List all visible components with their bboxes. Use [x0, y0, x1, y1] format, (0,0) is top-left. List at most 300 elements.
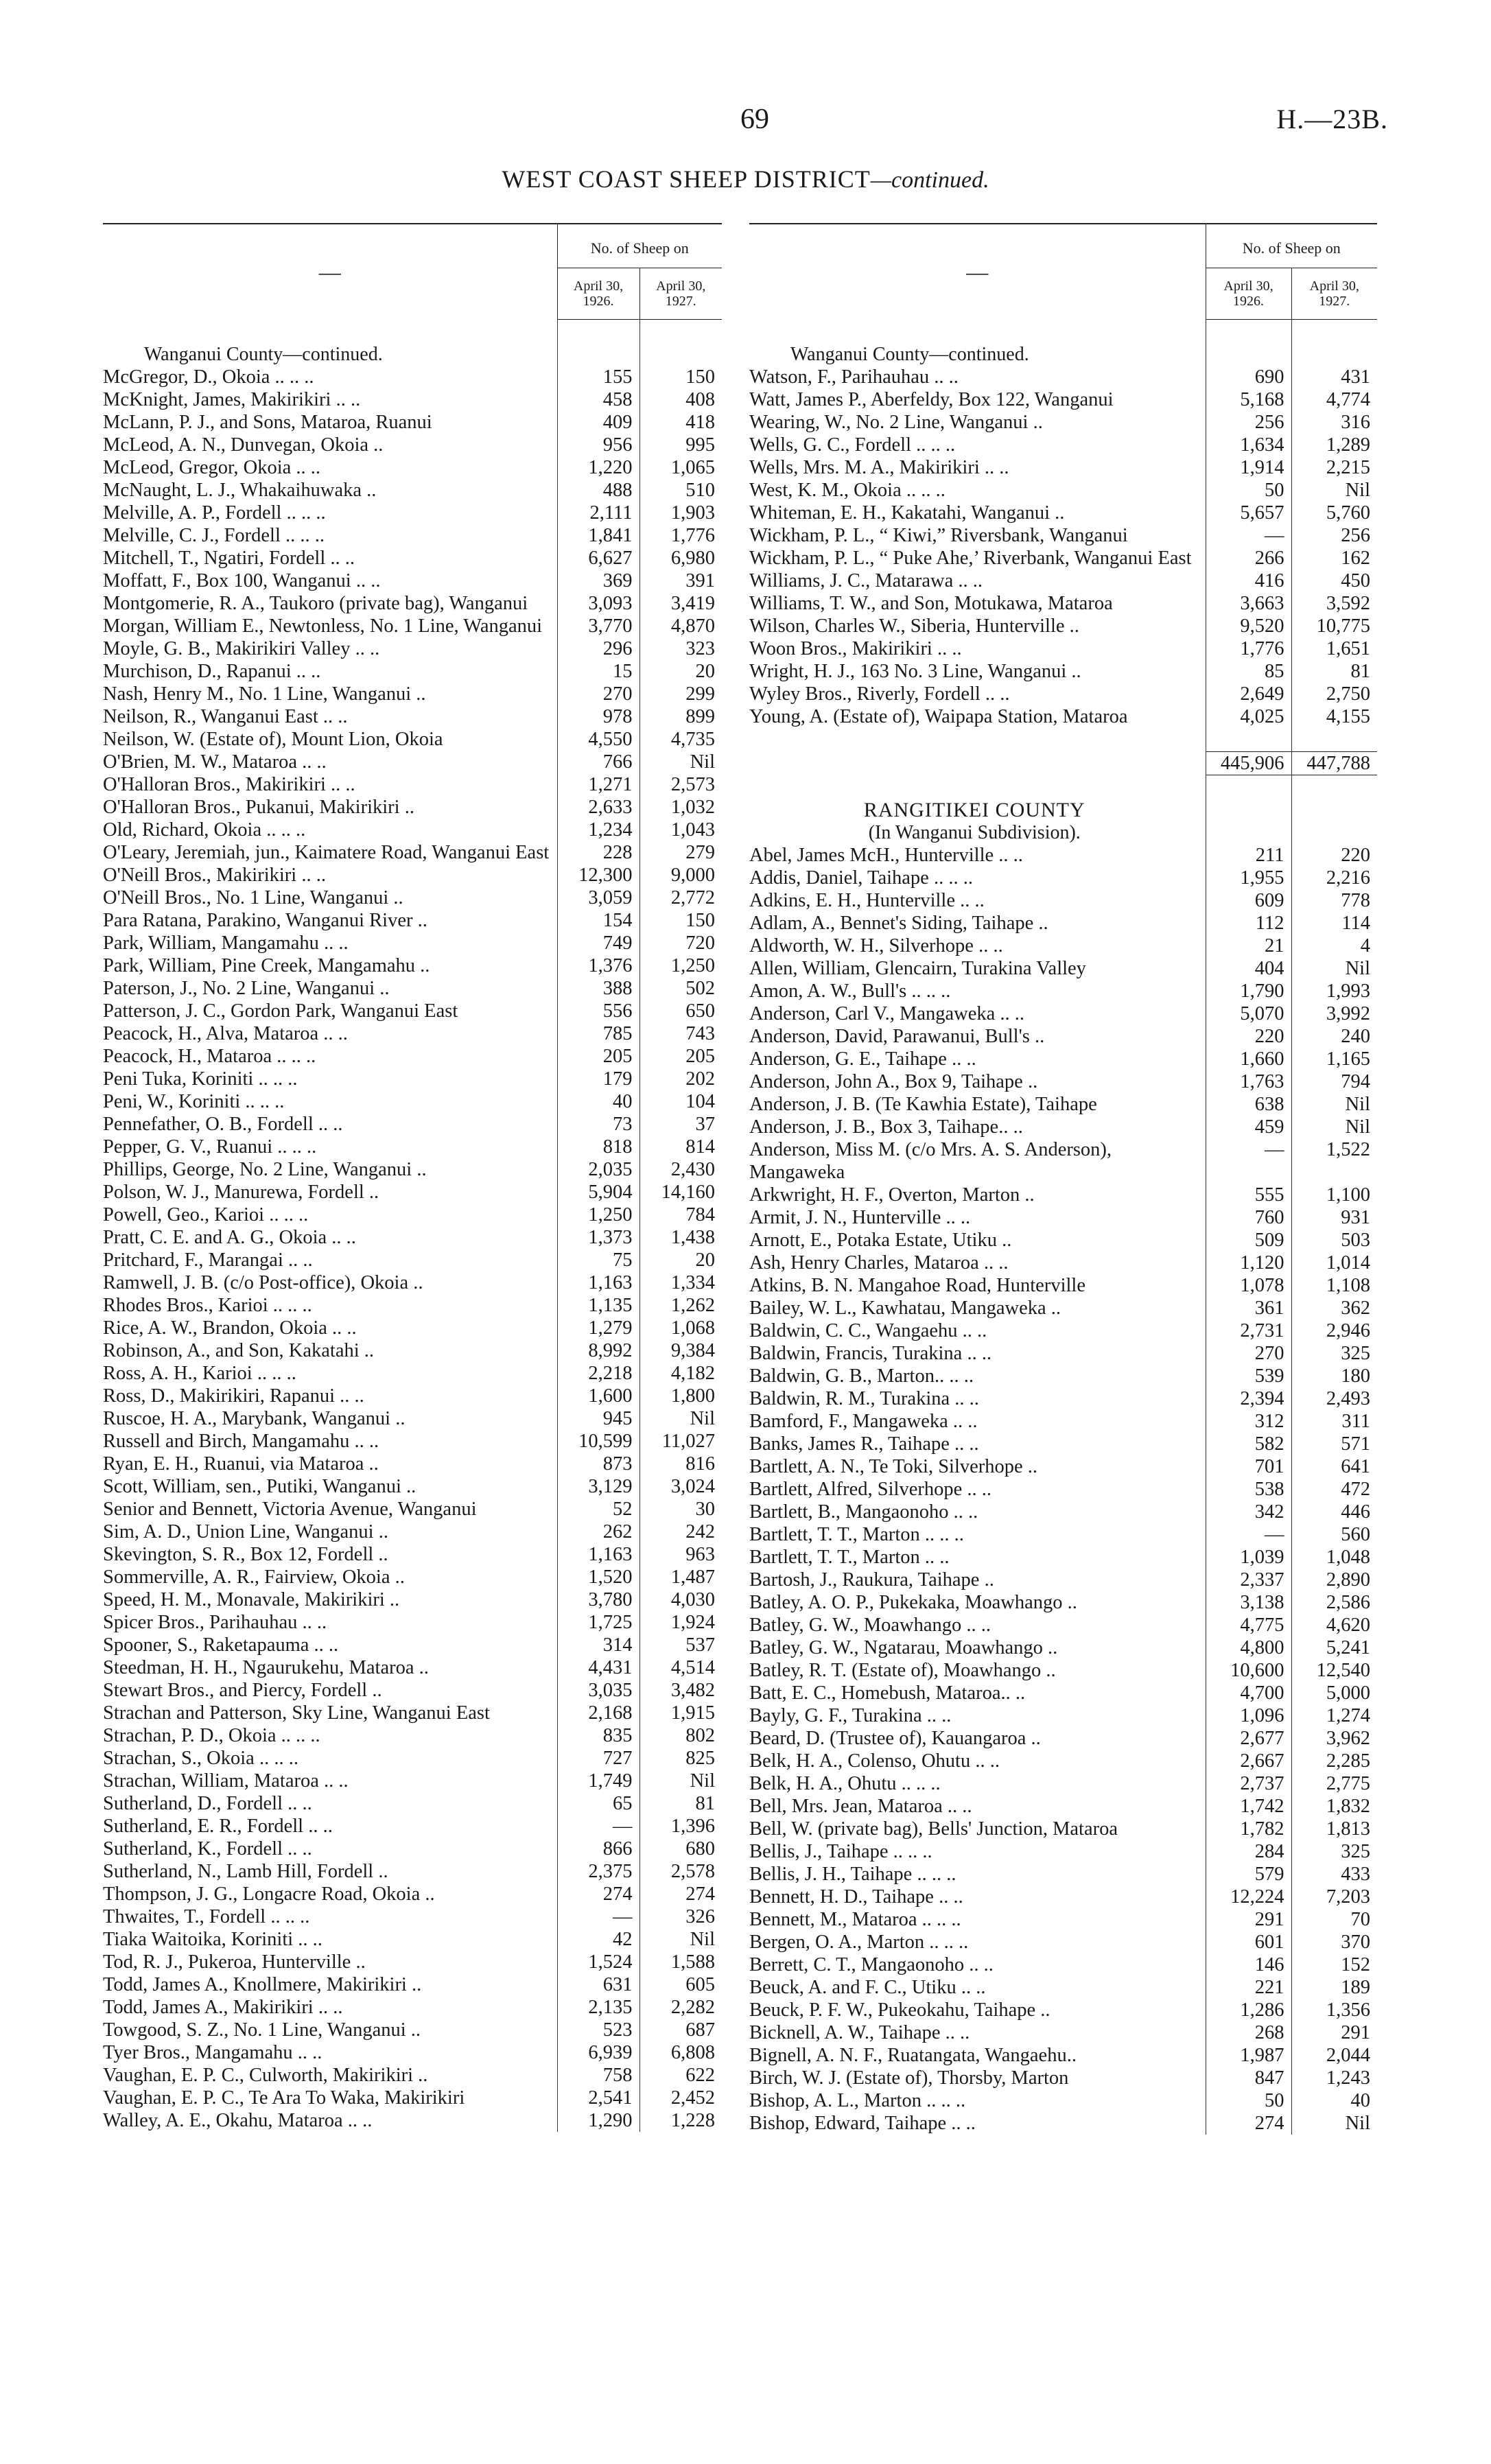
sheep-1927: 1,100 — [1291, 1184, 1377, 1206]
sheep-1927: 931 — [1291, 1206, 1377, 1229]
table-row — [749, 1297, 1377, 1319]
sheep-1926: 1,660 — [1206, 1048, 1291, 1070]
sheep-1926: 9,520 — [1206, 615, 1291, 637]
table-row — [103, 2019, 722, 2041]
spacer-cell — [1206, 775, 1291, 799]
table-row — [103, 1385, 722, 1407]
sheep-1927: Nil — [639, 751, 722, 773]
sheep-1927: 9,384 — [639, 1339, 722, 1362]
owner-name: Murchison, D., Rapanui .. .. — [103, 661, 321, 682]
owner-name: Batley, G. W., Ngatarau, Moawhango .. — [749, 1637, 1058, 1658]
sheep-1926: 1,279 — [557, 1317, 639, 1339]
sheep-1927: 326 — [639, 1905, 722, 1928]
sheep-1926: 1,373 — [557, 1226, 639, 1249]
sheep-1927: 2,775 — [1291, 1772, 1377, 1795]
sheep-1927: Nil — [639, 1770, 722, 1792]
table-row — [749, 1116, 1377, 1138]
sheep-1927: 30 — [639, 1498, 722, 1521]
table-row — [749, 1229, 1377, 1252]
sheep-1927: 510 — [639, 479, 722, 502]
owner-name: Speed, H. M., Monavale, Makirikiri .. — [103, 1589, 400, 1610]
owner-name: Williams, T. W., and Son, Motukawa, Mataroa — [749, 593, 1113, 614]
sheep-1926: 179 — [557, 1068, 639, 1090]
table-row — [103, 1656, 722, 1679]
table-row — [103, 909, 722, 932]
table-row — [749, 2112, 1377, 2135]
owner-name: Todd, James A., Knollmere, Makirikiri .. — [103, 1974, 422, 1995]
table-row — [749, 570, 1377, 592]
table-row — [749, 1002, 1377, 1025]
sheep-1926: 1,163 — [557, 1271, 639, 1294]
table-row — [749, 547, 1377, 570]
owner-name: McNaught, L. J., Whakaihuwaka .. — [103, 480, 377, 501]
owner-name: Russell and Birch, Mangamahu .. .. — [103, 1431, 379, 1452]
table-row — [749, 980, 1377, 1002]
spacer-cell — [749, 320, 1206, 344]
sheep-1927: 20 — [639, 660, 722, 683]
sheep-count-group-header: No. of Sheep on — [557, 224, 722, 268]
sheep-1926: 601 — [1206, 1931, 1291, 1953]
rangitikei-heading-text: RANGITIKEI COUNTY — [863, 799, 1085, 821]
owner-name: Rice, A. W., Brandon, Okoia .. .. — [103, 1317, 357, 1339]
table-row — [103, 683, 722, 705]
owner-name: Baldwin, R. M., Turakina .. .. — [749, 1388, 979, 1409]
sheep-1926: 3,780 — [557, 1588, 639, 1611]
owner-name: Vaughan, E. P. C., Culworth, Makirikiri .. — [103, 2065, 428, 2086]
table-row — [749, 1387, 1377, 1410]
table-row — [749, 1931, 1377, 1953]
owner-name: Towgood, S. Z., No. 1 Line, Wanganui .. — [103, 2019, 421, 2041]
sheep-1927: 274 — [639, 1883, 722, 1905]
owner-name: Pennefather, O. B., Fordell .. .. — [103, 1114, 343, 1135]
table-row — [749, 1342, 1377, 1365]
table-row — [103, 932, 722, 954]
sheep-1927: 2,890 — [1291, 1569, 1377, 1591]
owner-name: Robinson, A., and Son, Kakatahi .. — [103, 1340, 375, 1361]
owner-name: Aldworth, W. H., Silverhope .. .. — [749, 935, 1003, 957]
sheep-1927: 5,760 — [1291, 502, 1377, 524]
table-row — [749, 1659, 1377, 1682]
sheep-1926: 3,129 — [557, 1475, 639, 1498]
sheep-1926: 523 — [557, 2019, 639, 2041]
blank-cell — [639, 343, 722, 366]
sheep-1926: 1,120 — [1206, 1252, 1291, 1274]
table-row — [103, 592, 722, 615]
blank-cell — [1291, 343, 1377, 366]
sheep-1926: 609 — [1206, 889, 1291, 912]
sheep-1926: 12,224 — [1206, 1886, 1291, 1908]
sheep-1927: 20 — [639, 1249, 722, 1271]
owner-name: Beuck, P. F. W., Pukeokahu, Taihape .. — [749, 1999, 1050, 2021]
sheep-1926: 42 — [557, 1928, 639, 1951]
sheep-1926: 579 — [1206, 1863, 1291, 1886]
sheep-1926: 85 — [1206, 660, 1291, 683]
table-row — [103, 705, 722, 728]
owner-name: Moffatt, F., Box 100, Wanganui .. .. — [103, 570, 381, 591]
table-row — [103, 773, 722, 796]
owner-name: Wells, G. C., Fordell .. .. .. — [749, 434, 956, 456]
sheep-1926: 4,700 — [1206, 1682, 1291, 1704]
sheep-1926: 760 — [1206, 1206, 1291, 1229]
owner-name: Neilson, R., Wanganui East .. .. — [103, 706, 348, 727]
table-row — [103, 1317, 722, 1339]
sheep-1926: 4,025 — [1206, 705, 1291, 728]
owner-name: Bell, Mrs. Jean, Mataroa .. .. — [749, 1796, 972, 1817]
table-row — [103, 954, 722, 977]
sheep-1927: 1,776 — [639, 524, 722, 547]
sheep-1927: 6,980 — [639, 547, 722, 570]
sheep-1927: 537 — [639, 1634, 722, 1656]
owner-name: Bartlett, T. T., Marton .. .. .. — [749, 1524, 964, 1545]
table-row — [749, 1591, 1377, 1614]
table-row — [103, 1294, 722, 1317]
blank-cell — [1206, 821, 1291, 844]
sheep-1926: 1,078 — [1206, 1274, 1291, 1297]
table-row — [103, 1996, 722, 2019]
table-row — [749, 1976, 1377, 1999]
table-row — [103, 1113, 722, 1136]
table-row — [749, 957, 1377, 980]
owner-name: Sutherland, N., Lamb Hill, Fordell .. — [103, 1861, 388, 1882]
sheep-1926: 40 — [557, 1090, 639, 1113]
owner-name: Wyley Bros., Riverly, Fordell .. .. — [749, 683, 1010, 705]
owner-name: Sutherland, D., Fordell .. .. — [103, 1793, 312, 1814]
owner-name: McGregor, D., Okoia .. .. .. — [103, 366, 314, 388]
sheep-1926: 2,168 — [557, 1702, 639, 1724]
owner-name: Bartlett, B., Mangaonoho .. .. — [749, 1501, 978, 1523]
table-row — [103, 1905, 722, 1928]
owner-name: Strachan, P. D., Okoia .. .. .. — [103, 1725, 320, 1746]
sheep-1927: 1,396 — [639, 1815, 722, 1838]
table-row — [103, 1883, 722, 1905]
table-row — [749, 524, 1377, 547]
sheep-1927: 242 — [639, 1521, 722, 1543]
table-row — [103, 1702, 722, 1724]
sheep-1927: 2,452 — [639, 2087, 722, 2109]
table-row — [749, 935, 1377, 957]
owner-name: Beard, D. (Trustee of), Kauangaroa .. — [749, 1728, 1041, 1749]
sheep-1927: 1,068 — [639, 1317, 722, 1339]
owner-name: Young, A. (Estate of), Waipapa Station, Mataroa — [749, 706, 1128, 727]
owner-name: Arkwright, H. F., Overton, Marton .. — [749, 1184, 1035, 1206]
owner-name: Watson, F., Parihauhau .. .. — [749, 366, 959, 388]
owner-name: McLann, P. J., and Sons, Mataroa, Ruanui — [103, 412, 432, 433]
sheep-1927: 10,775 — [1291, 615, 1377, 637]
table-row — [749, 1206, 1377, 1229]
owner-name: Powell, Geo., Karioi .. .. .. — [103, 1204, 309, 1225]
sheep-1927: 2,573 — [639, 773, 722, 796]
sheep-1926: 458 — [557, 388, 639, 411]
table-row — [103, 660, 722, 683]
right-table — [749, 223, 1377, 2135]
sheep-1927: 81 — [1291, 660, 1377, 683]
owner-name: O'Brien, M. W., Mataroa .. .. — [103, 751, 327, 773]
sheep-1927: Nil — [1291, 2112, 1377, 2135]
owner-name: Senior and Bennett, Victoria Avenue, Wanganui — [103, 1499, 477, 1520]
owner-name: Sim, A. D., Union Line, Wanganui .. — [103, 1521, 388, 1542]
owner-name: Stewart Bros., and Piercy, Fordell .. — [103, 1680, 382, 1701]
owner-name: Park, William, Pine Creek, Mangamahu .. — [103, 955, 430, 976]
owner-name: Anderson, Carl V., Mangaweka .. .. — [749, 1003, 1025, 1024]
owner-name: Wearing, W., No. 2 Line, Wanganui .. — [749, 412, 1043, 433]
owner-name: McKnight, James, Makirikiri .. .. — [103, 389, 361, 410]
owner-name: Adlam, A., Bennet's Siding, Taihape .. — [749, 913, 1048, 934]
sheep-1926: 4,775 — [1206, 1614, 1291, 1636]
total-1927: 447,788 — [1291, 752, 1377, 775]
owner-name: Anderson, J. B. (Te Kawhia Estate), Taihape — [749, 1094, 1097, 1115]
sheep-1926: 1,955 — [1206, 867, 1291, 889]
owner-name: Rhodes Bros., Karioi .. .. .. — [103, 1295, 312, 1316]
sheep-1926: 50 — [1206, 2089, 1291, 2112]
table-row — [749, 660, 1377, 683]
sheep-1926: 369 — [557, 570, 639, 592]
sheep-1926: 112 — [1206, 912, 1291, 935]
table-row — [103, 1407, 722, 1430]
sheep-1927: 650 — [639, 1000, 722, 1022]
sheep-1927: 6,808 — [639, 2041, 722, 2064]
sheep-1927: 995 — [639, 434, 722, 456]
sheep-1927: 323 — [639, 637, 722, 660]
owner-name: Abel, James McH., Hunterville .. .. — [749, 845, 1023, 866]
sheep-1927: 150 — [639, 366, 722, 388]
sheep-1926: 220 — [1206, 1025, 1291, 1048]
county-heading — [749, 343, 1377, 366]
table-row — [103, 1430, 722, 1453]
sheep-1927: 2,216 — [1291, 867, 1377, 889]
spacer-cell — [749, 728, 1206, 752]
table-row — [749, 1138, 1377, 1184]
table-row — [103, 1747, 722, 1770]
sheep-1926: 2,218 — [557, 1362, 639, 1385]
owner-name: Whiteman, E. H., Kakatahi, Wanganui .. — [749, 502, 1065, 524]
sheep-1926: 758 — [557, 2064, 639, 2087]
sheep-1927: 1,438 — [639, 1226, 722, 1249]
sheep-1926: 4,800 — [1206, 1636, 1291, 1659]
owner-name: Bell, W. (private bag), Bells' Junction, Mataroa — [749, 1818, 1118, 1840]
sheep-1926: 274 — [1206, 2112, 1291, 2135]
sheep-1926: 785 — [557, 1022, 639, 1045]
table-row — [103, 1566, 722, 1588]
sheep-1926: 2,667 — [1206, 1750, 1291, 1772]
owner-name: Sutherland, E. R., Fordell .. .. — [103, 1816, 333, 1837]
sheep-1926: 873 — [557, 1453, 639, 1475]
owner-name: Bishop, Edward, Taihape .. .. — [749, 2113, 976, 2134]
sheep-1927: 362 — [1291, 1297, 1377, 1319]
col-1926-header: April 30, 1926. — [1206, 268, 1291, 320]
owner-name: Wilson, Charles W., Siberia, Hunterville .. — [749, 615, 1079, 637]
table-row — [103, 1204, 722, 1226]
table-row — [749, 1070, 1377, 1093]
sheep-1927: 1,522 — [1291, 1138, 1377, 1184]
owner-name: McLeod, A. N., Dunvegan, Okoia .. — [103, 434, 384, 456]
col-1926-header: April 30, 1926. — [557, 268, 639, 320]
table-row — [749, 1274, 1377, 1297]
sheep-1927: 2,946 — [1291, 1319, 1377, 1342]
owner-name: O'Leary, Jeremiah, jun., Kaimatere Road, Wanganui East — [103, 842, 550, 863]
owner-name: West, K. M., Okoia .. .. .. — [749, 480, 946, 501]
total-row — [749, 752, 1377, 775]
sheep-1926: 296 — [557, 637, 639, 660]
owner-name: Sutherland, K., Fordell .. .. — [103, 1838, 312, 1859]
sheep-1927: Nil — [1291, 1116, 1377, 1138]
sheep-1927: 3,419 — [639, 592, 722, 615]
owner-name: Allen, William, Glencairn, Turakina Valley — [749, 958, 1086, 979]
owner-name: Ross, A. H., Karioi .. .. .. — [103, 1363, 296, 1384]
sheep-1927: 687 — [639, 2019, 722, 2041]
table-row — [103, 456, 722, 479]
sheep-1926: 10,600 — [1206, 1659, 1291, 1682]
sheep-1926: — — [1206, 524, 1291, 547]
sheep-1926: 2,035 — [557, 1158, 639, 1181]
owner-name: Bignell, A. N. F., Ruatangata, Wangaehu.. — [749, 2045, 1077, 2066]
table-row — [749, 615, 1377, 637]
sheep-1926: 409 — [557, 411, 639, 434]
spacer-cell — [1291, 320, 1377, 344]
sheep-1927: 743 — [639, 1022, 722, 1045]
sheep-1926: 221 — [1206, 1976, 1291, 1999]
owner-name: Ruscoe, H. A., Marybank, Wanganui .. — [103, 1408, 406, 1429]
sheep-1927: 291 — [1291, 2021, 1377, 2044]
table-row — [749, 1682, 1377, 1704]
sheep-1927: 899 — [639, 705, 722, 728]
spacer-cell — [557, 320, 639, 344]
sheep-1927: 40 — [1291, 2089, 1377, 2112]
owner-name: Bicknell, A. W., Taihape .. .. — [749, 2022, 970, 2043]
sheep-1926: 956 — [557, 434, 639, 456]
table-row — [749, 1433, 1377, 1455]
owner-name: Mitchell, T., Ngatiri, Fordell .. .. — [103, 548, 355, 569]
sheep-1927: 1,800 — [639, 1385, 722, 1407]
sheep-1927: 152 — [1291, 1953, 1377, 1976]
table-row — [749, 1523, 1377, 1546]
sheep-1927: 1,356 — [1291, 1999, 1377, 2021]
sheep-1926: 342 — [1206, 1501, 1291, 1523]
table-row — [103, 1249, 722, 1271]
owner-name: Wells, Mrs. M. A., Makirikiri .. .. — [749, 457, 1009, 478]
sheep-1926: 5,657 — [1206, 502, 1291, 524]
table-row — [103, 1181, 722, 1204]
sheep-1926: 1,135 — [557, 1294, 639, 1317]
owner-name: Bartlett, Alfred, Silverhope .. .. — [749, 1479, 992, 1500]
table-row — [749, 1636, 1377, 1659]
sheep-1926: 631 — [557, 1973, 639, 1996]
owner-name: Bergen, O. A., Marton .. .. .. — [749, 1932, 969, 1953]
owner-name: Peacock, H., Alva, Mataroa .. .. — [103, 1023, 348, 1044]
table-row — [749, 1569, 1377, 1591]
table-row — [103, 1951, 722, 1973]
table-row — [749, 912, 1377, 935]
sheep-1926: 749 — [557, 932, 639, 954]
owner-name: Polson, W. J., Manurewa, Fordell .. — [103, 1182, 379, 1203]
sheep-1926: 1,749 — [557, 1770, 639, 1792]
sheep-1926: 256 — [1206, 411, 1291, 434]
table-row — [749, 1750, 1377, 1772]
table-row — [749, 1319, 1377, 1342]
sheep-1927: 37 — [639, 1113, 722, 1136]
sheep-1926: — — [1206, 1523, 1291, 1546]
owner-name: Wickham, P. L., “ Puke Ahe,’ Riverbank, Wanganui East — [749, 548, 1192, 569]
table-row — [103, 1475, 722, 1498]
table-row — [749, 388, 1377, 411]
left-table — [103, 223, 722, 2132]
owner-name: Phillips, George, No. 2 Line, Wanganui .. — [103, 1159, 427, 1180]
table-row — [103, 2041, 722, 2064]
owner-name: Nash, Henry M., No. 1 Line, Wanganui .. — [103, 683, 426, 705]
spacer-cell — [1206, 728, 1291, 752]
sheep-1926: 2,633 — [557, 796, 639, 819]
owner-name: Berrett, C. T., Mangaonoho .. .. — [749, 1954, 994, 1975]
owner-name: Peacock, H., Mataroa .. .. .. — [103, 1046, 316, 1067]
owner-name: Anderson, J. B., Box 3, Taihape.. .. — [749, 1116, 1023, 1138]
owner-name: Ramwell, J. B. (c/o Post-office), Okoia .. — [103, 1272, 423, 1293]
table-row — [749, 683, 1377, 705]
owner-name: Amon, A. W., Bull's .. .. .. — [749, 981, 951, 1002]
owner-name: Strachan, William, Mataroa .. .. — [103, 1770, 349, 1792]
sheep-1926: 1,600 — [557, 1385, 639, 1407]
sheep-1927: 81 — [639, 1792, 722, 1815]
table-row — [103, 1453, 722, 1475]
owner-name: Peni, W., Koriniti .. .. .. — [103, 1091, 285, 1112]
sheep-1926: 10,599 — [557, 1430, 639, 1453]
sheep-1926: 15 — [557, 660, 639, 683]
sheep-1926: 361 — [1206, 1297, 1291, 1319]
sheep-1927: 3,592 — [1291, 592, 1377, 615]
table-row — [103, 1362, 722, 1385]
sheep-1926: 690 — [1206, 366, 1291, 388]
table-row — [749, 592, 1377, 615]
spacer-row — [749, 320, 1377, 344]
table-row — [749, 1614, 1377, 1636]
sheep-1927: 1,048 — [1291, 1546, 1377, 1569]
sheep-1927: 1,993 — [1291, 980, 1377, 1002]
table-row — [749, 1908, 1377, 1931]
owner-name: Belk, H. A., Ohutu .. .. .. — [749, 1773, 941, 1794]
sheep-1927: 189 — [1291, 1976, 1377, 1999]
table-row — [103, 751, 722, 773]
sheep-1926: 509 — [1206, 1229, 1291, 1252]
sheep-1927: 70 — [1291, 1908, 1377, 1931]
sheep-1927: 450 — [1291, 570, 1377, 592]
sheep-1927: 2,493 — [1291, 1387, 1377, 1410]
table-row — [749, 2067, 1377, 2089]
owner-name: Tod, R. J., Pukeroa, Hunterville .. — [103, 1951, 366, 1973]
table-row — [103, 1543, 722, 1566]
sheep-1927: 5,000 — [1291, 1682, 1377, 1704]
table-row — [103, 524, 722, 547]
sheep-1926: 1,520 — [557, 1566, 639, 1588]
sheep-1927: 680 — [639, 1838, 722, 1860]
table-row — [103, 1000, 722, 1022]
sheep-1927: 14,160 — [639, 1181, 722, 1204]
sheep-1927: 4,870 — [639, 615, 722, 637]
owner-name: Anderson, John A., Box 9, Taihape .. — [749, 1071, 1038, 1092]
owner-name: Bailey, W. L., Kawhatau, Mangaweka .. — [749, 1298, 1061, 1319]
sheep-1927: 1,032 — [639, 796, 722, 819]
sheep-1926: 388 — [557, 977, 639, 1000]
table-row — [749, 1093, 1377, 1116]
owner-name: Atkins, B. N. Mangahoe Road, Hunterville — [749, 1275, 1085, 1296]
sheep-1927: 622 — [639, 2064, 722, 2087]
sheep-1927: 825 — [639, 1747, 722, 1770]
sheep-1926: 2,135 — [557, 1996, 639, 2019]
table-row — [749, 1184, 1377, 1206]
rangitikei-subheading-text: (In Wanganui Subdivision). — [868, 822, 1081, 843]
owner-name: Thwaites, T., Fordell .. .. .. — [103, 1906, 310, 1927]
sheep-1926: 701 — [1206, 1455, 1291, 1478]
sheep-1927: 1,262 — [639, 1294, 722, 1317]
sheep-1927: 794 — [1291, 1070, 1377, 1093]
owner-name: Spooner, S., Raketapauma .. .. — [103, 1634, 339, 1656]
